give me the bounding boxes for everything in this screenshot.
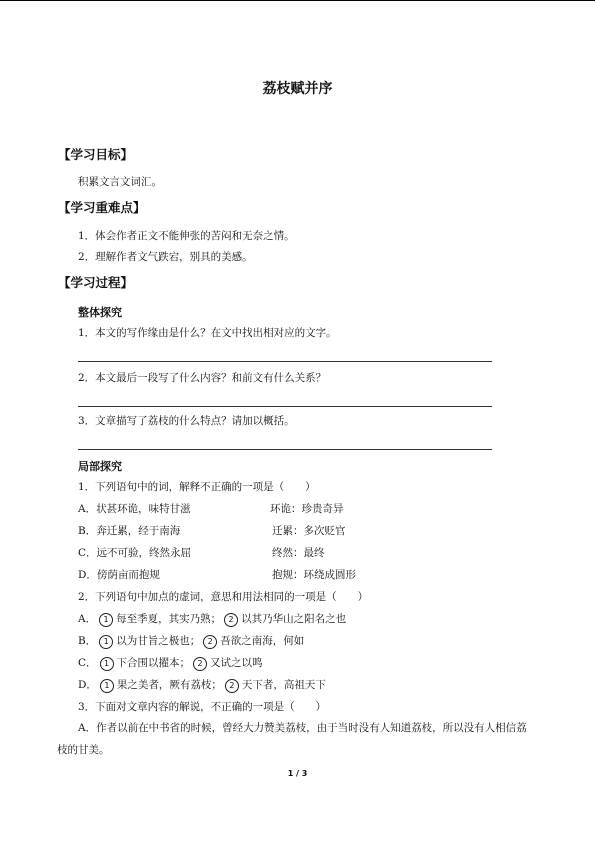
circled-number-2: 2	[224, 613, 238, 627]
circled-number-2: 2	[203, 635, 217, 649]
whole-question-3: 3．文章描写了荔枝的什么特点？请加以概括。	[78, 415, 295, 427]
phrase-2: 吾欲之南海，何如	[220, 635, 305, 647]
key-points-heading: 【学习重难点】	[58, 200, 146, 215]
header-rule	[0, 0, 595, 1]
key-point-1: 1．体会作者正文不能伸张的苦闷和无奈之情。	[78, 230, 295, 242]
option-label: C．	[78, 657, 97, 669]
q1-option-c-gloss: 终然：最终	[272, 547, 325, 559]
q1-option-d: D．傍荫亩而抱规	[78, 569, 160, 581]
q1-option-c: C．远不可验，终然永屈	[78, 547, 192, 559]
phrase-1: 下合围以擢本；	[116, 657, 191, 669]
answer-line-1[interactable]	[78, 361, 492, 362]
q2-option-a	[78, 612, 346, 627]
goals-item: 积累文言文词汇。	[78, 176, 162, 188]
whole-inquiry-heading: 整体探究	[78, 306, 122, 319]
option-label: D．	[78, 679, 97, 691]
phrase-1: 果之美者，厥有荔枝；	[116, 679, 222, 691]
circled-number-1: 1	[99, 635, 113, 649]
circled-number-1: 1	[100, 679, 114, 693]
option-label: B．	[78, 635, 97, 647]
q1-option-d-gloss: 抱规：环绕成圆形	[272, 569, 356, 581]
phrase-1: 每至季夏，其实乃熟；	[116, 613, 222, 625]
whole-question-1: 1．本文的写作缘由是什么？在文中找出相对应的文字。	[78, 327, 337, 339]
phrase-1: 以为甘旨之极也；	[116, 635, 201, 647]
q1-option-a: A．状甚环诡，味特甘滋	[78, 503, 191, 515]
answer-line-2[interactable]	[78, 406, 492, 407]
circled-number-1: 1	[100, 657, 114, 671]
circled-number-1: 1	[99, 613, 113, 627]
phrase-2: 又试之以鸣	[210, 657, 263, 669]
answer-line-3[interactable]	[78, 449, 492, 450]
q1-option-b: B．奔迁累，经于南海	[78, 525, 181, 537]
q1-option-a-gloss: 环诡：珍贵奇异	[270, 503, 344, 515]
key-point-2: 2．理解作者文气跌宕，别具的美感。	[78, 251, 253, 263]
q3-option-a: A．作者以前在中书省的时候，曾经大力赞美荔枝，由于当时没有人知道荔枝，所以没有人相信荔枝的甘美。	[57, 722, 527, 756]
q3-stem: 3．下面对文章内容的解说，不正确的一项是（ ）	[78, 701, 327, 713]
q2-option-b	[78, 634, 304, 649]
phrase-2: 以其乃华山之阳名之也	[241, 613, 347, 625]
page-number: 1 / 3	[287, 769, 308, 778]
q2-stem: 2．下列语句中加点的虚词，意思和用法相同的一项是（ ）	[78, 591, 369, 603]
circled-number-2: 2	[225, 679, 239, 693]
goals-heading: 【学习目标】	[58, 147, 134, 162]
page-title: 荔枝赋并序	[262, 81, 333, 97]
process-heading: 【学习过程】	[58, 275, 134, 290]
phrase-2: 天下者，高祖天下	[241, 679, 326, 691]
whole-question-2: 2．本文最后一段写了什么内容？和前文有什么关系？	[78, 372, 327, 384]
option-label: A．	[78, 613, 97, 625]
q2-option-c	[78, 656, 263, 671]
q2-option-d	[78, 678, 326, 693]
circled-number-2: 2	[193, 657, 207, 671]
q1-stem: 1．下列语句中的词，解释不正确的一项是（ ）	[78, 481, 316, 493]
q1-option-b-gloss: 迁累：多次贬官	[272, 525, 346, 537]
local-inquiry-heading: 局部探究	[78, 460, 122, 473]
